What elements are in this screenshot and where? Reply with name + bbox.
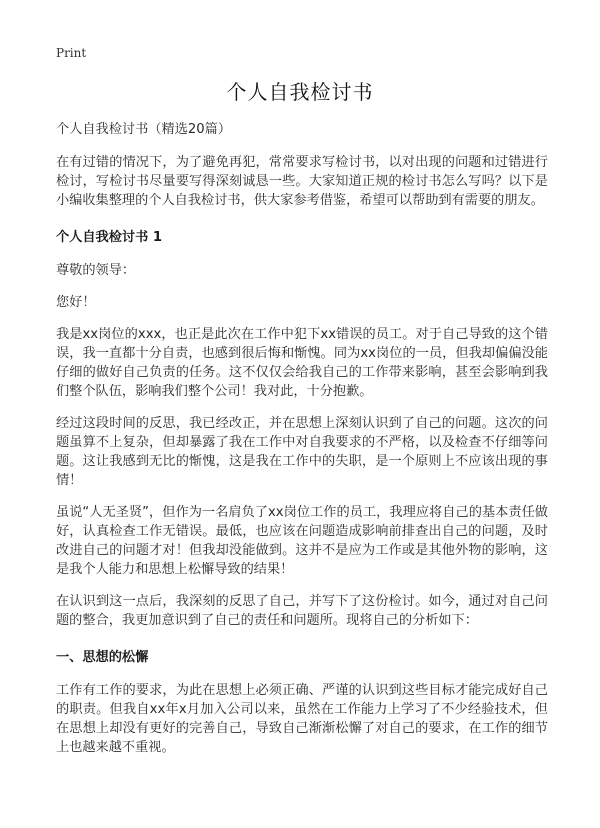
print-link[interactable]: Print bbox=[56, 46, 87, 60]
subsection-heading: 一、思想的松懈 bbox=[56, 650, 149, 665]
document-subtitle: 个人自我检讨书（精选20篇） bbox=[56, 122, 232, 137]
document-body bbox=[56, 120, 548, 770]
body-paragraph: 经过这段时间的反思，我已经改正，并在思想上深刻认识到了自己的问题。这次的问题虽算不上复杂，但却暴露了我在工作中对自我要求的不严格，以及检查不仔细等问题。这让我感到无比的惭愧，这是我在工作中的失职，是一个原则上不应该出现的事情！ bbox=[56, 416, 548, 488]
body-paragraph: 工作有工作的要求，为此在思想上必须正确、严谨的认识到这些目标才能完成好自己的职责。但我自xx年x月加入公司以来，虽然在工作能力上学习了不少经验技术，但在思想上却没有更好的完善自己，导致自己渐渐松懈了对自己的要求，在工作的细节上也越来越不重视。 bbox=[56, 683, 548, 755]
body-paragraph: 在认识到这一点后，我深刻的反思了自己，并写下了这份检讨。如今，通过对自己问题的整合，我更加意识到了自己的责任和问题所。现将自己的分析如下： bbox=[56, 594, 548, 628]
body-paragraph: 我是xx岗位的xxx，也正是此次在工作中犯下xx错误的员工。对于自己导致的这个错误，我一直都十分自责，也感到很后悔和惭愧。同为xx岗位的一员，但我却偏偏没能仔细的做好自己负责的任务。这不仅仅会给我自己的工作带来影响，甚至会影响到我们整个队伍，影响我们整个公司！我对此，十分抱歉。 bbox=[56, 327, 548, 399]
body-paragraph: 虽说“人无圣贤”，但作为一名肩负了xx岗位工作的员工，我理应将自己的基本责任做好，认真检查工作无错误。最低，也应该在问题造成影响前排查出自己的问题，及时改进自己的问题才对！但我却没能做到。这并不是应为工作或是其他外物的影响，这是我个人能力和思想上松懈导致的结果！ bbox=[56, 505, 548, 577]
greeting: 尊敬的领导： bbox=[56, 263, 136, 278]
intro-paragraph: 在有过错的情况下，为了避免再犯，常常要求写检讨书，以对出现的问题和过错进行检讨，写检讨书尽量要写得深刻诚恳一些。大家知道正规的检讨书怎么写吗？以下是小编收集整理的个人自我检讨书，供大家参考借鉴，希望可以帮助到有需要的朋友。 bbox=[56, 155, 548, 208]
document-title: 个人自我检讨书 bbox=[226, 80, 374, 104]
hello-line: 您好！ bbox=[56, 295, 96, 310]
section-heading: 个人自我检讨书 1 bbox=[56, 230, 163, 245]
